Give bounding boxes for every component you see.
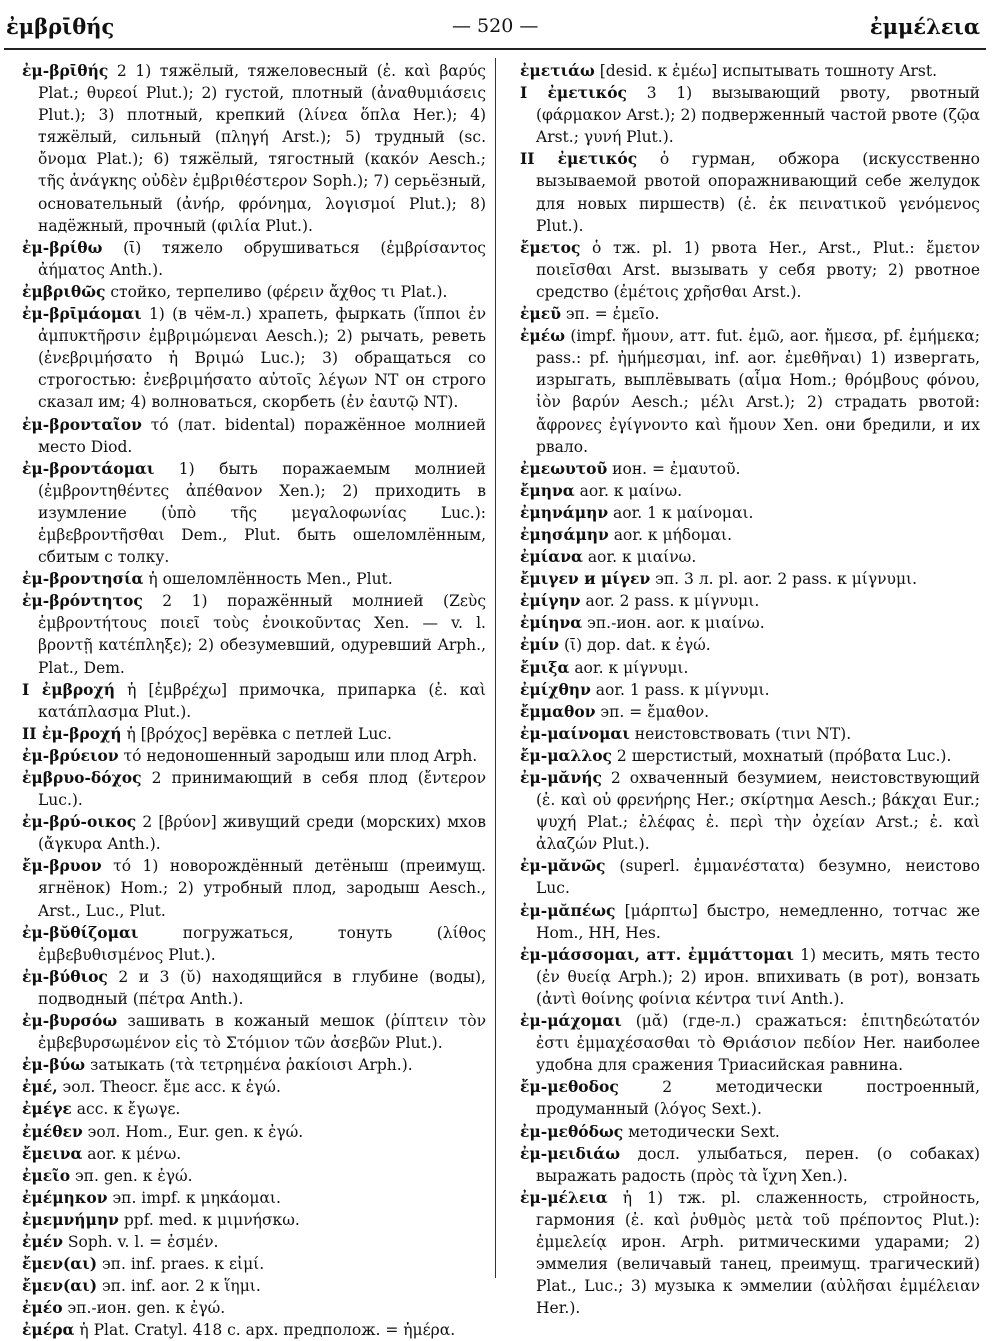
dictionary-entry bbox=[22, 414, 486, 458]
entry-headword: ἐμ-βῠθίζομαι bbox=[22, 922, 139, 942]
column-divider bbox=[495, 58, 496, 1278]
entry-headword: ἐμ-βύω bbox=[22, 1055, 86, 1075]
dictionary-entry bbox=[520, 325, 980, 458]
dictionary-entry bbox=[22, 281, 486, 303]
entry-headword: ἐμ-βυρσόω bbox=[22, 1011, 118, 1031]
entry-definition: 2 1) тяжёлый, тяжеловесный (ἐ. καὶ βαρύς Plat.; θυρεοί Plut.); 2) густой, плотный (ἀναθυμιάσεις Plut.); 3) плотный, крепкий (λίνεα ὅπλα Her.); 4) тяжёлый, сильный (πληγή Arst.); 5) трудный (sc. ὄνομα Plat.); 6) тяжёлый, тягостный (κακόν Aesch.; τῆς ἀνάγκης οὐδὲν ἐμβριθέστερον Soph.); 7) серьёзный, основательный (ἀνήρ, φρόνημα, λογισμοί Plut.); 8) надёжный, прочный (φιλία Plut.). bbox=[38, 62, 486, 235]
entry-definition: эп. gen. к ἐγώ. bbox=[70, 1166, 193, 1185]
entry-definition: aor. 1 pass. к μίγνυμι. bbox=[590, 680, 770, 699]
entry-headword: ἔμεν(αι) bbox=[22, 1276, 98, 1296]
entry-headword: ἐμ-βρύειον bbox=[22, 745, 119, 765]
entry-headword: ἐμέρα bbox=[22, 1320, 75, 1340]
entry-headword: ἔμ-μεθοδος bbox=[520, 1077, 619, 1097]
dictionary-entry bbox=[22, 745, 486, 767]
entry-definition: 2 шерстистый, мохнатый (πρόβατα Luc.). bbox=[612, 746, 952, 765]
entry-definition: 2 принимающий в себя плод (ἔντερον Luc.). bbox=[38, 769, 486, 810]
left-column bbox=[22, 60, 486, 1340]
entry-definition: погружаться, тонуть (λίθος ἐμβεβυθισμένος Plut.). bbox=[38, 923, 486, 964]
dictionary-entry bbox=[22, 1165, 486, 1187]
dictionary-entry bbox=[22, 679, 486, 723]
dictionary-entry bbox=[520, 60, 980, 82]
entry-definition: неистовствовать (τινι NT). bbox=[629, 724, 852, 743]
entry-headword: ἐμέν bbox=[22, 1231, 63, 1251]
dictionary-entry bbox=[520, 723, 980, 745]
entry-definition: aor. к μήδομαι. bbox=[608, 525, 733, 544]
entry-headword: ἐμ-μᾰπέως bbox=[520, 900, 616, 920]
entry-headword: II ἐμετικός bbox=[520, 149, 638, 169]
dictionary-entry bbox=[22, 458, 486, 568]
dictionary-entry bbox=[520, 900, 980, 944]
entry-definition: 1) быть поражаемым молнией (ἐμβροντηθέντες ἀπέθανον Xen.); 2) приходить в изумление (ὑπὸ τῆς μεγαλοφωνίας Luc.): ἐμβεβροντῆσθαι Dem., Plut. быть ошеломлённым, сбитым с толку. bbox=[38, 459, 486, 567]
dictionary-entry bbox=[520, 590, 980, 612]
dictionary-entry bbox=[22, 303, 486, 413]
dictionary-entry bbox=[520, 1121, 980, 1143]
dictionary-entry bbox=[520, 944, 980, 1010]
entry-headword: ἐμβριθῶς bbox=[22, 281, 106, 301]
entry-headword: ἐμίγην bbox=[520, 591, 581, 611]
entry-headword: ἐμέω bbox=[520, 326, 565, 346]
entry-definition: aor. к μίγνυμι. bbox=[569, 658, 689, 677]
entry-headword: ἐμβρυο-δόχος bbox=[22, 768, 142, 787]
dictionary-entry bbox=[520, 634, 980, 656]
entry-headword: ἔμετος bbox=[520, 237, 581, 257]
entry-definition: aor. к μιαίνω. bbox=[582, 548, 697, 567]
entry-headword: ἐμησάμην bbox=[520, 524, 609, 544]
entry-definition: 2 охваченный безумием, неистовствующий (ἐ. καὶ οὐ φρενήρης Her.; σκίρτημα Aesch.; βάκχαι Eur.; ψυχή Plat.; ἐλέφας ἐ. περὶ τὴν ὀχείαν Arst.; ἐ. καὶ ἀλαζών Plut.). bbox=[536, 769, 980, 854]
dictionary-entry bbox=[520, 546, 980, 568]
entry-headword: ἐμ-μᾰνῶς bbox=[520, 856, 606, 876]
entry-definition: ἡ Plat. Cratyl. 418 c. арх. предполож. = ἡμέρα. bbox=[74, 1321, 456, 1340]
entry-definition: τό (лат. bidental) поражённое молнией место Diod. bbox=[38, 415, 486, 456]
entry-headword: ἐμ-βύθιος bbox=[22, 966, 108, 986]
entry-headword: ἐμέο bbox=[22, 1298, 63, 1318]
dictionary-entry bbox=[520, 1010, 980, 1076]
entry-definition: [desid. к ἐμέω] испытывать тошноту Arst. bbox=[594, 62, 938, 80]
entry-headword: ἐμ-μάχομαι bbox=[520, 1011, 622, 1031]
dictionary-entry bbox=[22, 1054, 486, 1076]
dictionary-entry bbox=[22, 60, 486, 237]
dictionary-entry bbox=[22, 922, 486, 966]
entry-definition: ἡ [βρόχος] верёвка с петлей Luc. bbox=[121, 724, 392, 743]
dictionary-entry bbox=[22, 1209, 486, 1231]
entry-definition: 2 и 3 (ῠ) находящийся в глубине (воды), подводный (πέτρα Anth.). bbox=[38, 967, 486, 1008]
dictionary-entry bbox=[22, 811, 486, 855]
dictionary-entry bbox=[22, 1098, 486, 1120]
entry-headword: II ἐμ-βροχή bbox=[22, 723, 122, 743]
entry-headword: ἐμ-μαίνομαι bbox=[520, 723, 630, 743]
dictionary-entry bbox=[520, 82, 980, 148]
entry-headword: ἐμέγε bbox=[22, 1099, 72, 1119]
running-head-left: ἐμβρῑθής bbox=[6, 14, 115, 39]
entry-definition: 3 1) вызывающий рвоту, рвотный (φάρμακον Arst.); 2) подверженный частой рвоте (ζῷα Arst.; γυνή Plut.). bbox=[536, 84, 980, 147]
dictionary-entry bbox=[22, 1010, 486, 1054]
dictionary-entry bbox=[520, 568, 980, 590]
dictionary-entry bbox=[520, 480, 980, 502]
dictionary-entry bbox=[520, 701, 980, 723]
dictionary-entry bbox=[22, 237, 486, 281]
entry-headword: ἐμεωυτοῦ bbox=[520, 458, 608, 478]
entry-definition: досл. улыбаться, перен. (о собаках) выражать радость (πρὸς τὰ ἴχνη Xen.). bbox=[536, 1144, 980, 1185]
entry-definition: эп. inf. aor. 2 к ἵημι. bbox=[97, 1277, 261, 1296]
right-column bbox=[520, 60, 981, 1318]
entry-headword: ἔμεινα bbox=[22, 1143, 83, 1163]
entry-headword: I ἐμβροχή bbox=[22, 679, 115, 699]
entry-headword: ἐμ-βρῑθής bbox=[22, 61, 109, 80]
entry-definition: эп. = ἐμεῖο. bbox=[560, 305, 660, 324]
entry-definition: aor. 1 к μαίνομαι. bbox=[608, 503, 754, 522]
entry-definition: (superl. ἐμμανέστατα) безумно, неистово Luc. bbox=[536, 857, 980, 898]
entry-definition: ион. = ἐμαυτοῦ. bbox=[607, 459, 741, 478]
entry-headword: ἐμέθεν bbox=[22, 1121, 83, 1141]
entry-definition: 1) месить, мять тесто (ἐν θυείᾳ Arph.); 2) ирон. впихивать (в рот), вонзать (ἀντὶ θοίνης φοίνια κέντρα τινί Anth.). bbox=[536, 945, 981, 1008]
dictionary-entry bbox=[520, 1187, 980, 1320]
entry-headword: ἐμετιάω bbox=[520, 61, 595, 80]
dictionary-entry bbox=[22, 1231, 486, 1253]
entry-definition: aor. к μένω. bbox=[82, 1144, 182, 1163]
dictionary-entry bbox=[22, 767, 486, 811]
dictionary-entry bbox=[520, 855, 980, 899]
dictionary-entry bbox=[520, 148, 980, 236]
dictionary-entry bbox=[22, 1297, 486, 1319]
entry-definition: эп.-ион. aor. к μιαίνω. bbox=[582, 614, 765, 633]
entry-definition: 2 [βρύον] живущий среди (морских) мхов (ἄγκυρα Anth.). bbox=[38, 813, 486, 854]
entry-headword: ἔμιγεν и μίγεν bbox=[520, 569, 651, 589]
entry-headword: ἐμίχθην bbox=[520, 679, 591, 699]
entry-headword: ἐμίανα bbox=[520, 547, 583, 567]
entry-definition: aor. 2 pass. к μίγνυμι. bbox=[580, 592, 760, 611]
dictionary-entry bbox=[520, 458, 980, 480]
entry-definition: ὁ гурман, обжора (искусственно вызываемой рвотой опоражнивающий себе желудок для новых пиршеств) (ἐ. ἐκ πεινατικοῦ γενόμενος Plut.). bbox=[536, 150, 980, 235]
entry-definition: (ῑ) дор. dat. к ἐγώ. bbox=[559, 636, 711, 655]
dictionary-entry bbox=[22, 1319, 486, 1341]
dictionary-entry bbox=[520, 502, 980, 524]
entry-definition: τό недоношенный зародыш или плод Arph. bbox=[118, 746, 478, 765]
entry-headword: ἐμ-βροντάομαι bbox=[22, 458, 155, 478]
entry-headword: ἐμηνάμην bbox=[520, 502, 609, 522]
entry-headword: ἔμηνα bbox=[520, 480, 575, 500]
dictionary-entry bbox=[520, 237, 980, 303]
entry-headword: ἐμέμηκον bbox=[22, 1187, 108, 1207]
dictionary-entry bbox=[22, 723, 486, 745]
dictionary-entry bbox=[22, 568, 486, 590]
entry-headword: ἐμ-μειδιάω bbox=[520, 1143, 620, 1163]
entry-headword: ἐμ-μέλεια bbox=[520, 1187, 608, 1207]
entry-headword: ἐμεῖο bbox=[22, 1165, 71, 1185]
dictionary-entry bbox=[22, 1187, 486, 1209]
entry-definition: эп. inf. praes. к εἰμί. bbox=[97, 1255, 265, 1274]
dictionary-entry bbox=[22, 1143, 486, 1165]
entry-definition: ἡ [ἐμβρέχω] примочка, припарка (ἐ. καὶ κατάπλασμα Plut.). bbox=[38, 680, 486, 721]
entry-headword: ἐμ-μεθόδως bbox=[520, 1121, 624, 1141]
dictionary-entry bbox=[520, 767, 980, 855]
entry-definition: (impf. ἤμουν, атт. fut. ἐμῶ, aor. ἤμεσα, pf. ἐμήμεκα; pass.: pf. ἠμήμεσμαι, inf. aor. ἐμεθῆναι) 1) извергать, изрыгать, выплёвывать (αἷμα Hom.; θρόμβους φόνου, ἰὸν βαρύν Aesch.; μέλι Arst.); 2) страдать рвотой: ἄφρονες ἐγίγνοντο καὶ ἤμουν Xen. они бредили, и их рвало. bbox=[536, 327, 980, 456]
entry-definition: 2 методически построенный, продуманный (λόγος Sext.). bbox=[536, 1078, 980, 1119]
entry-definition: Soph. v. l. = ἐσμέν. bbox=[62, 1232, 219, 1251]
dictionary-entry bbox=[22, 1121, 486, 1143]
dictionary-entry bbox=[520, 524, 980, 546]
running-head-right: ἐμμέλεια bbox=[869, 14, 980, 39]
entry-definition: эол. Hom., Eur. gen. к ἐγώ. bbox=[82, 1122, 304, 1141]
entry-headword: ἔμεν(αι) bbox=[22, 1254, 98, 1274]
entry-headword: ἐμ-μᾰνής bbox=[520, 768, 602, 787]
dictionary-entry bbox=[520, 1143, 980, 1187]
entry-definition: затыкать (τὰ τετρημένα ῥακίοισι Arph.). bbox=[85, 1056, 413, 1075]
dictionary-entry bbox=[22, 1253, 486, 1275]
entry-definition: зашивать в кожаный мешок (ῥίπτειν τὸν ἐμβεβυρσωμένον εἰς τὸ Στόμιον τῶν ἀσεβῶν Plut.). bbox=[38, 1012, 486, 1053]
page-header bbox=[0, 0, 1000, 52]
entry-headword: ἔμιξα bbox=[520, 657, 570, 677]
page-number: — 520 — bbox=[452, 15, 539, 37]
dictionary-entry bbox=[520, 303, 980, 325]
dictionary-entry bbox=[520, 612, 980, 634]
entry-headword: ἐμ-βρονταῖον bbox=[22, 414, 142, 434]
entry-definition: эп. = ἔμαθον. bbox=[595, 702, 710, 721]
entry-definition: методически Sext. bbox=[623, 1122, 780, 1141]
entry-headword: ἐμ-βρύ-οικος bbox=[22, 812, 137, 832]
entry-headword: ἐμεμνήμην bbox=[22, 1209, 119, 1229]
entry-definition: acc. к ἔγωγε. bbox=[71, 1100, 181, 1119]
entry-headword: ἐμ-βρόντητος bbox=[22, 591, 143, 611]
dictionary-entry bbox=[22, 966, 486, 1010]
entry-headword: ἔμ-μαλλος bbox=[520, 745, 612, 765]
entry-headword: ἔμ-βρυον bbox=[22, 856, 102, 876]
entry-headword: ἐμ-βρίθω bbox=[22, 237, 103, 257]
entry-definition: стойко, терпеливо (φέρειν ἄχθος τι Plat.). bbox=[105, 282, 448, 301]
entry-definition: 2 1) поражённый молнией (Ζεὺς ἐμβροντήτους ποιεῖ τοὺς ἐνοικοῦντας Xen. — v. l. βροντῇ κατέπληξε); 2) обезумевший, одуревший Arph., Plat., Dem. bbox=[38, 592, 486, 677]
entry-definition: 1) (в чём-л.) храпеть, фыркать (ἵπποι ἐν ἀμπυκτῆρσιν ἐμβριμώμεναι Aesch.); 2) рычать, реветь (ἐνεβριμήσατο ἡ Βριμώ Luc.); 3) обращаться со строгостью: ἐνεβριμήσατο αὐτοῖς λέγων NT он строго сказал им; 4) волноваться, скорбеть (ἐν ἑαυτῷ NT). bbox=[38, 305, 486, 412]
entry-headword: ἐμ-βροντησία bbox=[22, 569, 144, 589]
entry-definition: эп.-ион. gen. к ἐγώ. bbox=[62, 1299, 226, 1318]
entry-headword: ἐμίηνα bbox=[520, 613, 583, 633]
entry-headword: ἔμμαθον bbox=[520, 701, 596, 721]
dictionary-entry bbox=[22, 1275, 486, 1297]
dictionary-entry bbox=[520, 657, 980, 679]
dictionary-entry bbox=[22, 590, 486, 678]
entry-definition: эол. Theocr. ἔμε acc. к ἐγώ. bbox=[57, 1078, 281, 1097]
entry-definition: ἡ ошеломлённость Men., Plut. bbox=[143, 570, 393, 589]
dictionary-entry bbox=[520, 1076, 980, 1120]
entry-headword: ἐμεῦ bbox=[520, 304, 561, 324]
entry-definition: (μᾰ) (где-л.) сражаться: ἐπιτηδεώτατόν ἐστι ἐμμαχέσασθαι τὸ Θριάσιον πεδίον Her. наиболее удобна для сражения Триасийская равнина. bbox=[536, 1012, 980, 1075]
entry-definition: [μάρπτω] быстро, немедленно, тотчас же Hom., HH, Hes. bbox=[536, 901, 980, 942]
entry-definition: τό 1) новорождённый детёныш (преимущ. ягнёнок) Hom.; 2) утробный плод, зародыш Aesch., Arst., Luc., Plut. bbox=[38, 857, 486, 920]
entry-headword: ἐμίν bbox=[520, 635, 560, 655]
entry-definition: эп. 3 л. pl. aor. 2 pass. к μίγνυμι. bbox=[650, 570, 918, 589]
entry-definition: aor. к μαίνω. bbox=[574, 481, 683, 500]
entry-definition: (ῑ) тяжело обрушиваться (ἐμβρίσαντος ἀήματος Anth.). bbox=[38, 238, 486, 279]
dictionary-entry bbox=[520, 679, 980, 701]
entry-headword: ἐμ-βρῑμάομαι bbox=[22, 304, 142, 324]
entry-headword: ἐμ-μάσσομαι, атт. ἐμμάττομαι bbox=[520, 944, 794, 964]
entry-definition: ἡ 1) тж. pl. слаженность, стройность, гармония (ἐ. καὶ ῥυθμὸς μετὰ τοῦ πρέποντος Plut.): ἐμμελείᾳ ирон. Arph. ритмическими ударами; 2) эммелия (величавый танец, преимущ. трагический) Plat., Luc.; 3) музыка к эммелии (αὐλῆσαι ἐμμέλειαν Her.). bbox=[536, 1188, 980, 1318]
dictionary-entry bbox=[22, 855, 486, 921]
entry-definition: ppf. med. к μιμνήσκω. bbox=[118, 1210, 300, 1229]
header-rule bbox=[4, 48, 986, 50]
dictionary-entry bbox=[520, 745, 980, 767]
entry-definition: эп. impf. к μηκάομαι. bbox=[107, 1188, 281, 1207]
entry-headword: ἐμέ, bbox=[22, 1077, 58, 1097]
entry-definition: ὁ тж. pl. 1) рвота Her., Arst., Plut.: ἔμετον ποιεῖσθαι Arst. вызывать у себя рвоту; 2) рвотное средство (ἐμέτοις χρῆσθαι Arst.). bbox=[536, 238, 980, 301]
dictionary-entry bbox=[22, 1076, 486, 1098]
entry-headword: I ἐμετικός bbox=[520, 83, 627, 103]
